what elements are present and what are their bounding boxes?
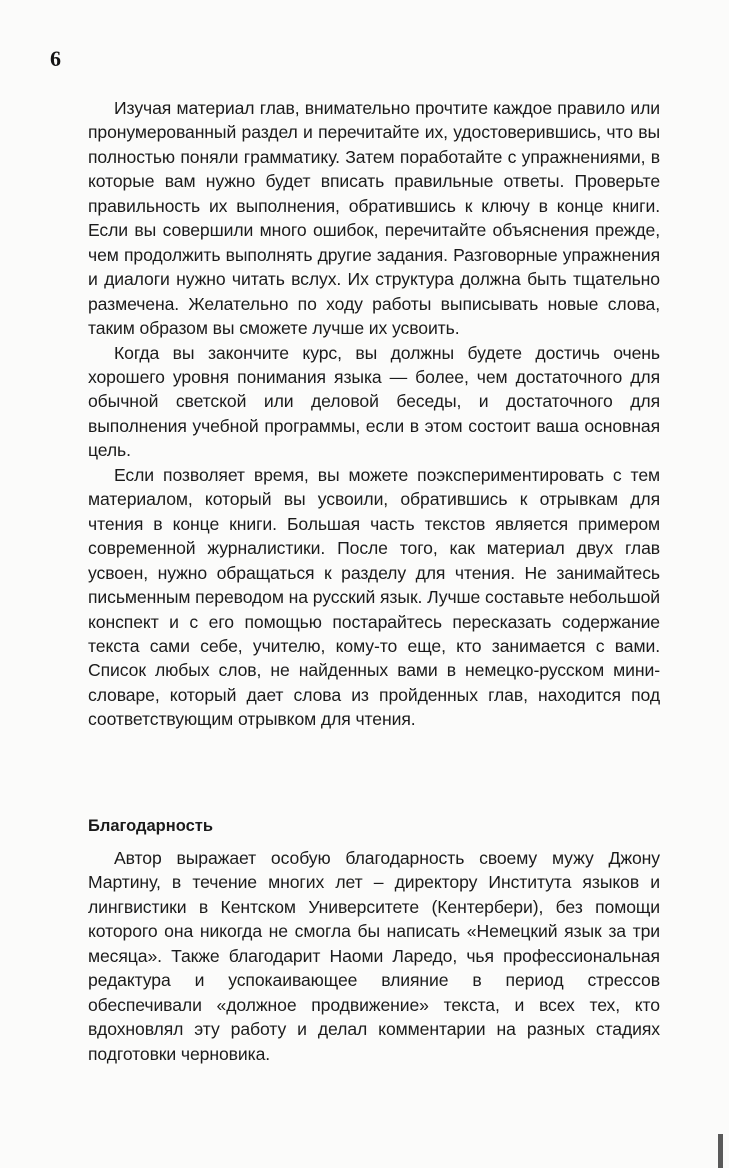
paragraph-study-method: Изучая материал глав, внимательно прочтите каждое правило или пронумерованный раздел и перечитайте их, удостоверившись, что вы полностью поняли грамматику. Затем поработайте с упражнениями, в которые вам нужно будет вписать правильные ответы. Проверьте правильность их выполнения, обратившись к ключу в конце книги. Если вы совершили много ошибок, перечитайте объяснения прежде, чем продолжить выполнять другие задания. Разговорные упражнения и диалоги нужно читать вслух. Их структура должна быть тщательно размечена. Желательно по ходу работы выписывать новые слова, таким образом вы сможете лучше их усвоить. — [88, 98, 660, 339]
paragraph-reading-extracts: Если позволяет время, вы можете поэкспериментировать с тем материалом, который вы усвоили, обратившись к отрывкам для чтения в конце книги. Большая часть текстов является примером современной журналистики. После того, как материал двух глав усвоен, нужно обращаться к разделу для чтения. Не занимайтесь письменным переводом на русский язык. Лучше составьте небольшой конспект и с его помощью постарайтесь пересказать содержание текста сами себе, учителю, кому-то еще, кто занимается с вами. Список любых слов, не найденных вами в немецко-русском мини-словаре, который дает слова из пройденных глав, находится под соответствующим отрывком для чтения. — [88, 464, 660, 730]
paragraph-acknowledgement: Автор выражает особую благодарность своему мужу Джону Мартину, в течение многих лет – директору Института языков и лингвистики в Кентском Университете (Кентербери), без помощи которого она никогда не смогла бы написать «Немецкий язык за три месяца». Также благодарит Наоми Ларедо, чья профессиональная редактура и успокаивающее влияние в период стрессов обеспечивали «должное продвижение» текста, и всех тех, кто вдохновлял эту работу и делал комментарии на разных стадиях подготовки черновика. — [88, 848, 660, 1064]
section-heading-acknowledgement: Благодарность — [88, 817, 213, 835]
body-text — [88, 96, 660, 732]
page-number: 6 — [50, 46, 61, 71]
paragraph-course-goal: Когда вы закончите курс, вы должны будете достичь очень хорошего уровня понимания языка — более, чем достаточного для обычной светской или деловой беседы, и достаточного для выполнения учебной программы, если в этом состоит ваша основная цель. — [88, 342, 660, 461]
acknowledgement-text — [88, 846, 660, 1066]
scan-edge-mark — [718, 1134, 723, 1168]
